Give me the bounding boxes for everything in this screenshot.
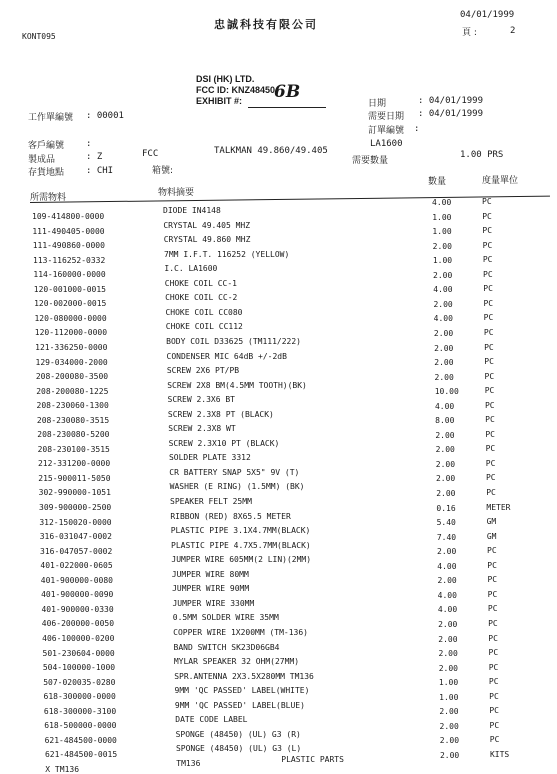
part-number: 316-031047-0002 xyxy=(39,532,112,542)
quantity: 4.00 xyxy=(437,590,457,600)
quantity: 2.00 xyxy=(434,358,454,368)
part-number: 120-080000-0000 xyxy=(34,313,107,323)
unit-of-measure: PC xyxy=(487,560,497,570)
page-number: 2 xyxy=(510,26,516,36)
quantity: 2.00 xyxy=(434,343,454,353)
material-description: RIBBON (RED) 8X65.5 METER xyxy=(170,511,291,521)
unit-of-measure: PC xyxy=(487,575,498,585)
exhibit-underline xyxy=(248,107,326,108)
part-number: X TM136 xyxy=(45,764,80,774)
part-number: 208-230080-5200 xyxy=(37,430,110,440)
unit-of-measure: PC xyxy=(482,240,493,250)
quantity: 2.00 xyxy=(435,430,455,440)
quantity: 0.16 xyxy=(436,503,456,513)
quantity: 5.40 xyxy=(436,518,456,528)
column-header-description: 物料摘要 xyxy=(158,188,195,198)
material-description: SCREW 2.3X10 PT (BLACK) xyxy=(168,438,280,448)
material-description: JUMPER WIRE 90MM xyxy=(172,584,250,594)
part-number: 113-116252-0332 xyxy=(33,255,106,265)
unit-of-measure: PC xyxy=(488,677,499,687)
exhibit-handwritten-number: 6B xyxy=(274,82,301,102)
material-description: PLASTIC PIPE 3.1X4.7MM(BLACK) xyxy=(170,526,311,536)
unit-of-measure: PC xyxy=(485,429,495,439)
unit-of-measure: PC xyxy=(484,342,494,352)
work-order-value: : 00001 xyxy=(86,111,124,121)
material-description: CHOKE COIL CC-2 xyxy=(165,293,238,303)
unit-of-measure: PC xyxy=(483,327,494,337)
material-description: 9MM 'QC PASSED' LABEL(WHITE) xyxy=(174,686,310,696)
unit-of-measure: PC xyxy=(483,313,494,323)
material-description: SPR.ANTENNA 2X3.5X280MM TM136 xyxy=(174,671,314,681)
material-description: WASHER (E RING) (1.5MM) (BK) xyxy=(169,482,305,492)
quantity: 8.00 xyxy=(435,416,455,426)
unit-of-measure: PC xyxy=(489,735,500,745)
quantity: 2.00 xyxy=(432,241,452,251)
required-date-value: : 04/01/1999 xyxy=(418,109,484,119)
quantity: 2.00 xyxy=(439,707,459,717)
part-number: 621-484500-0000 xyxy=(44,735,117,745)
material-description: SCREW 2X6 PT/PB xyxy=(166,366,240,376)
unit-of-measure: KITS xyxy=(489,749,510,759)
part-number: 406-200000-0050 xyxy=(41,619,115,629)
quantity: 2.00 xyxy=(438,649,458,659)
material-description: CHOKE COIL CC080 xyxy=(165,307,243,317)
material-description: CRYSTAL 49.860 MHZ xyxy=(163,235,251,245)
quantity: 2.00 xyxy=(434,372,454,382)
quantity: 4.00 xyxy=(433,285,453,295)
material-description: 0.5MM SOLDER WIRE 35MM xyxy=(172,613,279,623)
required-date-label: 需要日期 xyxy=(368,112,405,122)
material-description: CR BATTERY SNAP 5X5" 9V (T) xyxy=(169,467,300,477)
unit-of-measure: PC xyxy=(488,618,498,628)
part-number: 120-001000-0015 xyxy=(33,284,106,294)
unit-of-measure: PC xyxy=(488,633,498,643)
material-description: JUMPER WIRE 330MM xyxy=(172,598,255,608)
part-number: 302-990000-1051 xyxy=(38,488,111,498)
quantity: 2.00 xyxy=(435,459,456,469)
product-value: : Z xyxy=(86,152,103,162)
exhibit-fcc-id: FCC ID: KNZ48450 xyxy=(196,85,276,95)
part-number: 316-047057-0002 xyxy=(40,546,113,556)
part-number: 109-414800-0000 xyxy=(32,212,105,221)
unit-of-measure: PC xyxy=(485,415,495,425)
part-number: 618-300000-3100 xyxy=(43,706,117,716)
unit-of-measure: METER xyxy=(486,502,511,512)
quantity: 2.00 xyxy=(436,489,456,498)
quantity: 4.00 xyxy=(437,561,457,571)
part-number: 401-900000-0090 xyxy=(41,590,114,600)
quantity: 2.00 xyxy=(438,619,458,629)
quantity-needed-label: 需要數量 xyxy=(352,156,389,166)
unit-of-measure: PC xyxy=(485,444,496,454)
quantity: 2.00 xyxy=(439,750,460,760)
unit-of-measure: PC xyxy=(485,473,496,483)
material-description: SPONGE (48450) (UL) G3 (L) xyxy=(175,744,302,754)
quantity: 1.00 xyxy=(432,227,452,237)
part-number: 120-002000-0015 xyxy=(34,299,107,309)
customer-value: : xyxy=(86,139,92,149)
unit-of-measure: PC xyxy=(487,546,497,556)
quantity: 4.00 xyxy=(437,605,458,615)
document-code: KONT095 xyxy=(22,32,56,41)
material-description: 9MM 'QC PASSED' LABEL(BLUE) xyxy=(174,700,305,710)
quantity: 2.00 xyxy=(437,576,457,586)
part-number: 212-331200-0000 xyxy=(37,459,111,469)
material-description: BAND SWITCH SK23D06GB4 xyxy=(173,642,280,652)
part-number: 114-160000-0000 xyxy=(33,270,106,280)
part-number: 208-230060-1300 xyxy=(36,401,109,411)
material-description: CONDENSER MIC 64dB +/-2dB xyxy=(166,351,287,361)
part-number: 501-230604-0000 xyxy=(42,648,115,658)
exhibit-number-label: EXHIBIT #: xyxy=(196,96,243,106)
date-value: : 04/01/1999 xyxy=(418,96,484,106)
material-description: SCREW 2X8 BM(4.5MM TOOTH)(BK) xyxy=(167,380,307,390)
unit-of-measure: PC xyxy=(489,720,500,730)
quantity: 2.00 xyxy=(433,270,453,280)
unit-of-measure: PC xyxy=(487,604,498,614)
part-number: 312-150020-0000 xyxy=(39,517,112,527)
quantity: 4.00 xyxy=(433,314,453,324)
unit-of-measure: PC xyxy=(483,284,493,294)
quantity: 4.00 xyxy=(434,401,455,411)
column-header-part: 所需物料 xyxy=(30,193,67,203)
date-label: 日期 xyxy=(368,99,387,109)
part-number: 507-020035-0280 xyxy=(43,677,116,687)
quantity: 2.00 xyxy=(439,721,459,731)
part-number: 618-300000-0000 xyxy=(43,692,116,702)
part-number: 504-100000-1000 xyxy=(42,663,116,673)
unit-of-measure: PC xyxy=(482,226,493,236)
quantity: 1.00 xyxy=(432,212,452,222)
material-description: CHOKE COIL CC-1 xyxy=(164,278,237,288)
material-description: DIODE IN4148 xyxy=(163,206,221,215)
material-description: TM136 xyxy=(176,758,201,768)
quantity: 2.00 xyxy=(433,299,453,309)
unit-of-measure: PC xyxy=(489,691,499,701)
unit-of-measure: PC xyxy=(482,255,493,265)
quantity: 2.00 xyxy=(433,328,454,338)
column-header-unit: 度量單位 xyxy=(482,176,519,186)
quantity: 7.40 xyxy=(436,532,457,542)
material-description: MYLAR SPEAKER 32 OHM(27MM) xyxy=(173,657,300,667)
quantity: 2.00 xyxy=(439,736,460,746)
material-description: CRYSTAL 49.405 MHZ xyxy=(163,220,251,230)
quantity: 2.00 xyxy=(437,547,457,557)
storage-label: 存貨地點 xyxy=(28,168,65,178)
header-rule xyxy=(30,196,550,203)
quantity: 2.00 xyxy=(438,663,458,673)
header-date: 04/01/1999 xyxy=(460,10,515,20)
material-description: DATE CODE LABEL xyxy=(175,715,248,725)
part-number: 401-900000-0330 xyxy=(41,604,114,614)
material-description: SOLDER PLATE 3312 xyxy=(168,453,251,463)
material-description: BODY COIL D33625 (TM111/222) xyxy=(166,336,301,346)
customer-label: 客戶編號 xyxy=(28,141,65,151)
material-description: SCREW 2.3X6 BT xyxy=(167,395,235,405)
material-description: CHOKE COIL CC112 xyxy=(165,322,243,332)
column-header-quantity: 數量 xyxy=(428,177,447,187)
quantity-needed-value: 1.00 PRS xyxy=(460,150,504,160)
part-number: 111-490405-0000 xyxy=(32,226,105,236)
material-description: SPEAKER FELT 25MM xyxy=(170,497,252,506)
box-number-label: 箱號: xyxy=(152,166,174,176)
material-description: JUMPER WIRE 605MM(2 LIN)(2MM) xyxy=(171,555,312,565)
unit-of-measure: PC xyxy=(484,400,495,410)
quantity: 2.00 xyxy=(435,474,456,484)
part-number: 621-484500-0015 xyxy=(44,750,118,760)
storage-value: : CHI xyxy=(86,166,114,176)
material-description: PLASTIC PIPE 4.7X5.7MM(BLACK) xyxy=(171,540,311,550)
unit-of-measure: PC xyxy=(482,197,492,206)
part-number: 618-500000-0000 xyxy=(44,721,117,731)
material-description: 7MM I.F.T. 116252 (YELLOW) xyxy=(164,249,290,259)
product-model: LA1600 xyxy=(370,139,403,149)
material-description: SPONGE (48450) (UL) G3 (R) xyxy=(175,729,301,739)
part-number: 215-900011-5050 xyxy=(38,473,111,483)
part-number: 406-100000-0200 xyxy=(42,633,115,643)
product-fcc: FCC xyxy=(142,149,159,159)
order-number-value: : xyxy=(414,124,420,134)
unit-of-measure: PC xyxy=(487,589,498,599)
quantity: 2.00 xyxy=(438,634,458,644)
quantity: 1.00 xyxy=(432,256,453,266)
product-label: 製成品 xyxy=(28,155,56,165)
work-order-label: 工作單編號 xyxy=(28,113,74,123)
page-label: 頁 : xyxy=(462,28,477,38)
part-number: 208-200080-3500 xyxy=(35,372,109,382)
unit-of-measure: PC xyxy=(482,211,492,221)
part-number: 208-230100-3515 xyxy=(37,444,110,454)
unit-of-measure: PC xyxy=(488,662,499,672)
unit-of-measure: PC xyxy=(484,371,495,381)
unit-of-measure: PC xyxy=(489,706,499,716)
material-description: SCREW 2.3X8 PT (BLACK) xyxy=(167,409,274,419)
material-description: I.C. LA1600 xyxy=(164,264,218,274)
part-number: 208-230080-3515 xyxy=(36,415,110,425)
unit-of-measure: PC xyxy=(483,269,493,279)
unit-of-measure: GM xyxy=(486,517,497,527)
part-number: 208-200080-1225 xyxy=(36,386,109,396)
part-number: 309-900000-2500 xyxy=(39,503,112,512)
part-number: 121-336250-0000 xyxy=(35,342,108,352)
unit-of-measure: PC xyxy=(484,357,494,367)
company-name: 忠誠科技有限公司 xyxy=(214,18,318,31)
quantity: 4.00 xyxy=(432,198,452,207)
unit-of-measure: PC xyxy=(485,458,496,468)
quantity: 2.00 xyxy=(435,445,455,455)
exhibit-company: DSI (HK) LTD. xyxy=(196,74,255,84)
product-description: TALKMAN 49.860/49.405 xyxy=(214,146,328,156)
order-number-label: 訂單編號 xyxy=(368,126,405,136)
unit-of-measure: PC xyxy=(484,386,495,396)
quantity: 10.00 xyxy=(434,387,459,397)
quantity: 1.00 xyxy=(439,692,459,702)
material-description: COPPER WIRE 1X200MM (TM-136) xyxy=(173,627,308,637)
unit-of-measure: PC xyxy=(486,488,496,497)
part-number: 401-900000-0080 xyxy=(40,575,113,585)
quantity: 1.00 xyxy=(438,678,459,688)
unit-of-measure: PC xyxy=(488,648,499,658)
part-number: 111-490860-0000 xyxy=(32,241,105,251)
part-number: 401-022000-0605 xyxy=(40,561,113,571)
part-number: 129-034000-2000 xyxy=(35,357,108,367)
material-description: SCREW 2.3X8 WT xyxy=(168,424,236,434)
unit-of-measure: GM xyxy=(486,531,497,541)
material-note: PLASTIC PARTS xyxy=(281,754,344,764)
material-description: JUMPER WIRE 80MM xyxy=(171,569,249,579)
unit-of-measure: PC xyxy=(483,298,494,308)
part-number: 120-112000-0000 xyxy=(34,328,108,338)
